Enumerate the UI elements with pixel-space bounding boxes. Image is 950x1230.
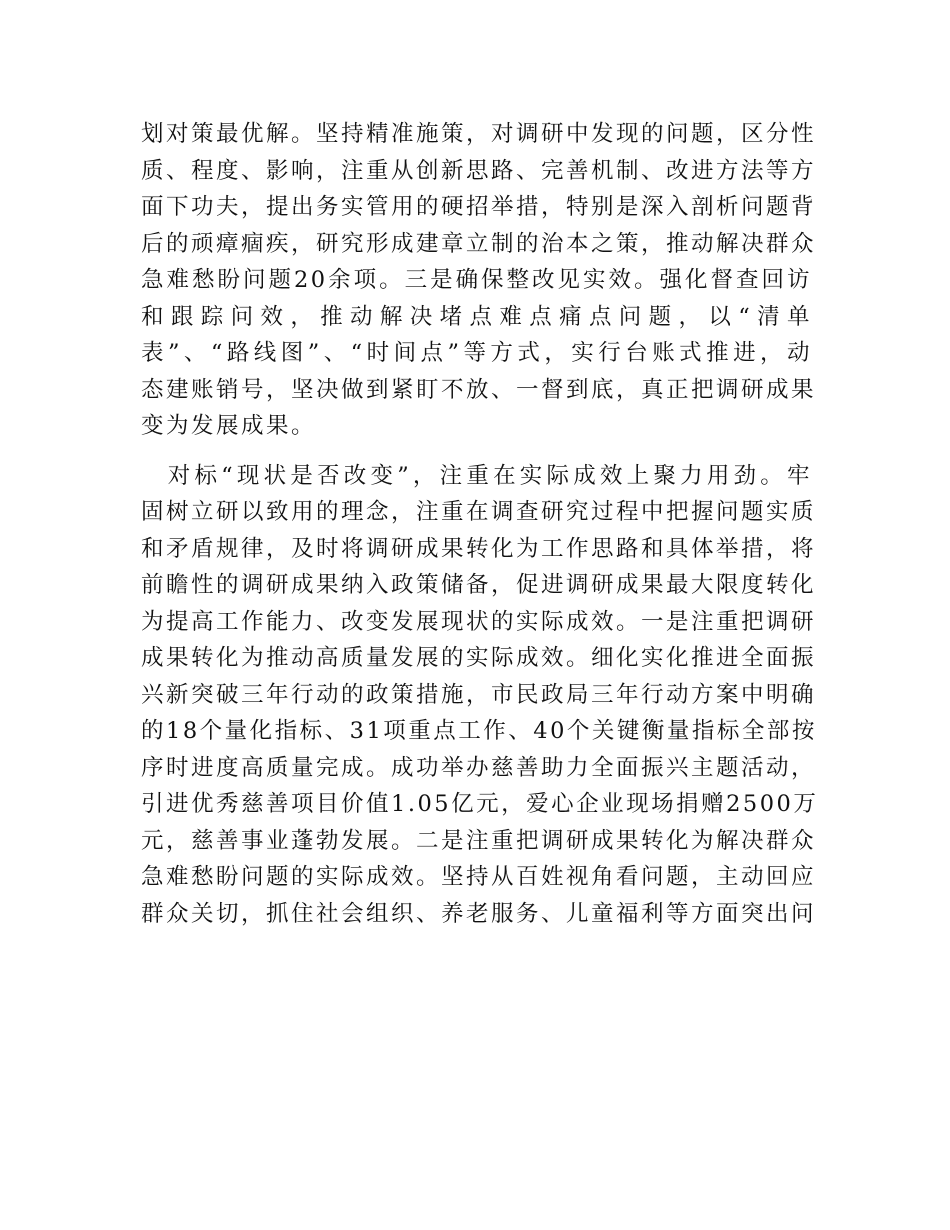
text-line: 序时进度高质量完成。成功举办慈善助力全面振兴主题活动， <box>141 754 817 781</box>
text-line: 变为发展成果。 <box>141 413 317 439</box>
text-line: 兴新突破三年行动的政策措施，市民政局三年行动方案中明确 <box>141 681 817 708</box>
text-line: 态建账销号，坚决做到紧盯不放、一督到底，真正把调研成果 <box>141 376 817 403</box>
paragraph-1 <box>141 116 817 445</box>
text-line: 固树立研以致用的理念，注重在调查研究过程中把握问题实质 <box>141 499 817 525</box>
text-line: 和矛盾规律，及时将调研成果转化为工作思路和具体举措，将 <box>141 535 817 562</box>
text-line: 划对策最优解。坚持精准施策，对调研中发现的问题，区分性 <box>141 121 817 147</box>
text-line: 引进优秀慈善项目价值1.05亿元，爱心企业现场捐赠2500万 <box>141 791 819 817</box>
text-line: 面下功夫，提出务实管用的硬招举措，特别是深入剖析问题背 <box>141 194 817 220</box>
text-line: 对标“现状是否改变”，注重在实际成效上聚力用劲。牢 <box>141 462 812 489</box>
text-line: 急难愁盼问题20余项。三是确保整改见实效。强化督查回访 <box>141 267 812 293</box>
text-line: 后的顽瘴痼疾，研究形成建章立制的治本之策，推动解决群众 <box>141 230 817 257</box>
text-line: 和跟踪问效，推动解决堵点难点痛点问题，以“清单 <box>141 303 812 330</box>
text-line: 前瞻性的调研成果纳入政策储备，促进调研成果最大限度转化 <box>141 572 817 598</box>
text-line: 为提高工作能力、改变发展现状的实际成效。一是注重把调研 <box>141 608 817 635</box>
paragraph-2 <box>141 458 819 933</box>
text-line: 群众关切，抓住社会组织、养老服务、儿童福利等方面突出问 <box>141 900 817 927</box>
text-line: 元，慈善事业蓬勃发展。二是注重把调研成果转化为解决群众 <box>141 827 817 854</box>
text-line: 表”、“路线图”、“时间点”等方式，实行台账式推进，动 <box>141 340 812 366</box>
document-body <box>141 116 819 932</box>
text-line: 质、程度、影响，注重从创新思路、完善机制、改进方法等方 <box>141 157 817 184</box>
text-line: 成果转化为推动高质量发展的实际成效。细化实化推进全面振 <box>141 645 817 671</box>
text-line: 急难愁盼问题的实际成效。坚持从百姓视角看问题，主动回应 <box>141 864 817 890</box>
text-line: 的18个量化指标、31项重点工作、40个关键衡量指标全部按 <box>141 718 817 744</box>
